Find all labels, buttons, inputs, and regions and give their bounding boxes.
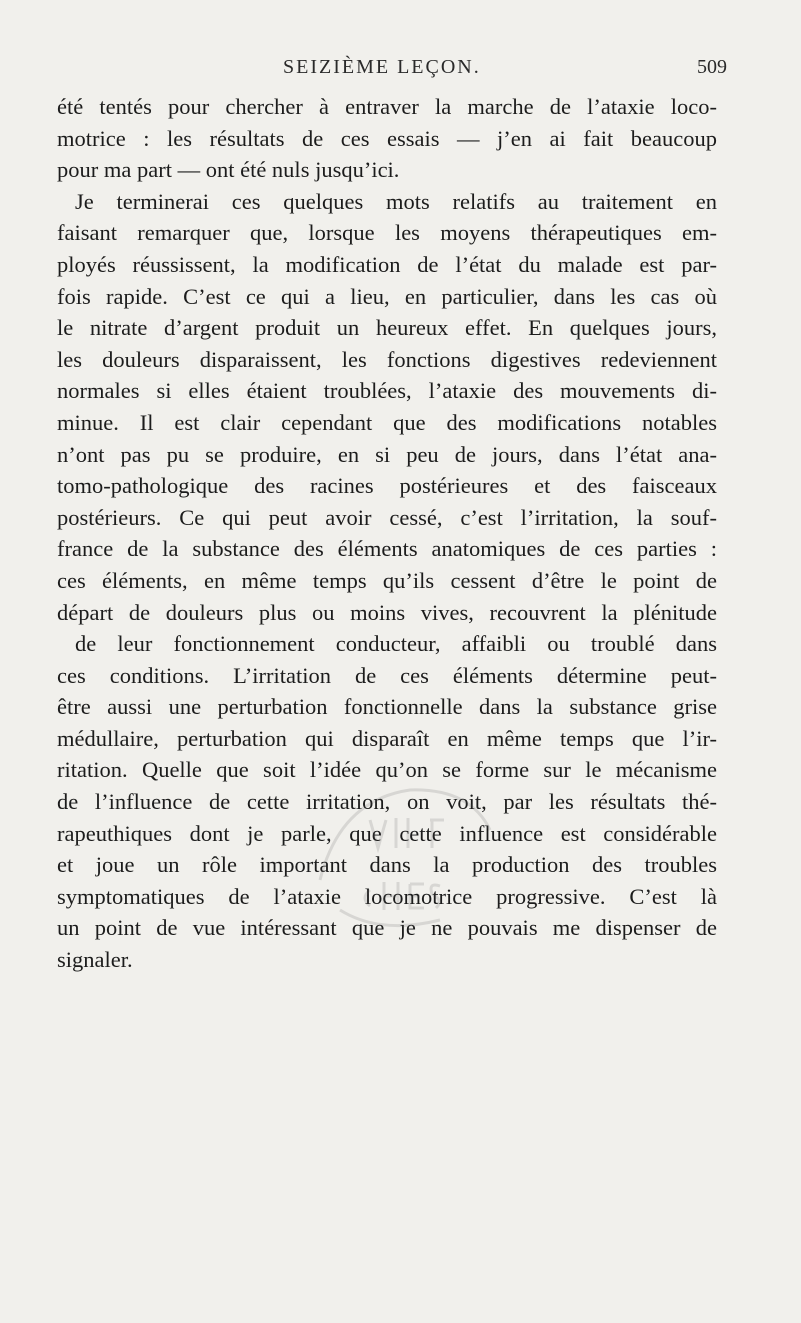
- text-line: tomo-pathologique des racines postérieures et des faisceaux: [57, 473, 717, 499]
- text-line: n’ont pas pu se produire, en si peu de jours, dans l’état ana-: [57, 441, 717, 467]
- text-line: rapeuthiques dont je parle, que cette influence est considérable: [57, 820, 717, 846]
- library-stamp-bleed-through: [300, 760, 500, 940]
- text-line: de leur fonctionnement conducteur, affaibli ou troublé dans: [75, 631, 717, 657]
- text-line: minue. Il est clair cependant que des modifications notables: [57, 409, 717, 435]
- running-head: [0, 56, 801, 86]
- text-line: ployés réussissent, la modification de l’état du malade est par-: [57, 251, 717, 277]
- page-number: 509: [697, 56, 727, 78]
- text-line: départ de douleurs plus ou moins vives, recouvrent la plénitude: [57, 599, 717, 625]
- text-line: motrice : les résultats de ces essais — j’en ai fait beaucoup: [57, 125, 717, 151]
- text-line: normales si elles étaient troublées, l’ataxie des mouvements di-: [57, 378, 717, 404]
- text-line: pour ma part — ont été nuls jusqu’ici.: [57, 157, 400, 183]
- text-line: le nitrate d’argent produit un heureux effet. En quelques jours,: [57, 315, 717, 341]
- text-line: signaler.: [57, 947, 133, 973]
- text-line: ces conditions. L’irritation de ces éléments détermine peut-: [57, 662, 717, 688]
- text-line: être aussi une perturbation fonctionnelle dans la substance grise: [57, 694, 717, 720]
- text-line: un point de vue intéressant que je ne pouvais me dispenser de: [57, 915, 717, 941]
- text-line: de l’influence de cette irritation, on voit, par les résultats thé-: [57, 789, 717, 815]
- paragraph-start-line: Je terminerai ces quelques mots relatifs au traitement en: [75, 188, 717, 214]
- text-line: et joue un rôle important dans la production des troubles: [57, 852, 717, 878]
- text-line: été tentés pour chercher à entraver la marche de l’ataxie loco-: [57, 94, 717, 119]
- running-title: SEIZIÈME LEÇON.: [283, 56, 481, 78]
- text-line: ritation. Quelle que soit l’idée qu’on se forme sur le mécanisme: [57, 757, 717, 783]
- text-line: ces éléments, en même temps qu’ils cessent d’être le point de: [57, 567, 717, 593]
- text-line: fois rapide. C’est ce qui a lieu, en particulier, dans les cas où: [57, 283, 717, 309]
- text-line: postérieurs. Ce qui peut avoir cessé, c’est l’irritation, la souf-: [57, 504, 717, 530]
- text-line: médullaire, perturbation qui disparaît en même temps que l’ir-: [57, 725, 717, 751]
- text-line: faisant remarquer que, lorsque les moyens thérapeutiques em-: [57, 220, 717, 246]
- text-line: france de la substance des éléments anatomiques de ces parties :: [57, 536, 717, 562]
- text-line: les douleurs disparaissent, les fonctions digestives redeviennent: [57, 346, 717, 372]
- text-line: symptomatiques de l’ataxie locomotrice progressive. C’est là: [57, 883, 717, 909]
